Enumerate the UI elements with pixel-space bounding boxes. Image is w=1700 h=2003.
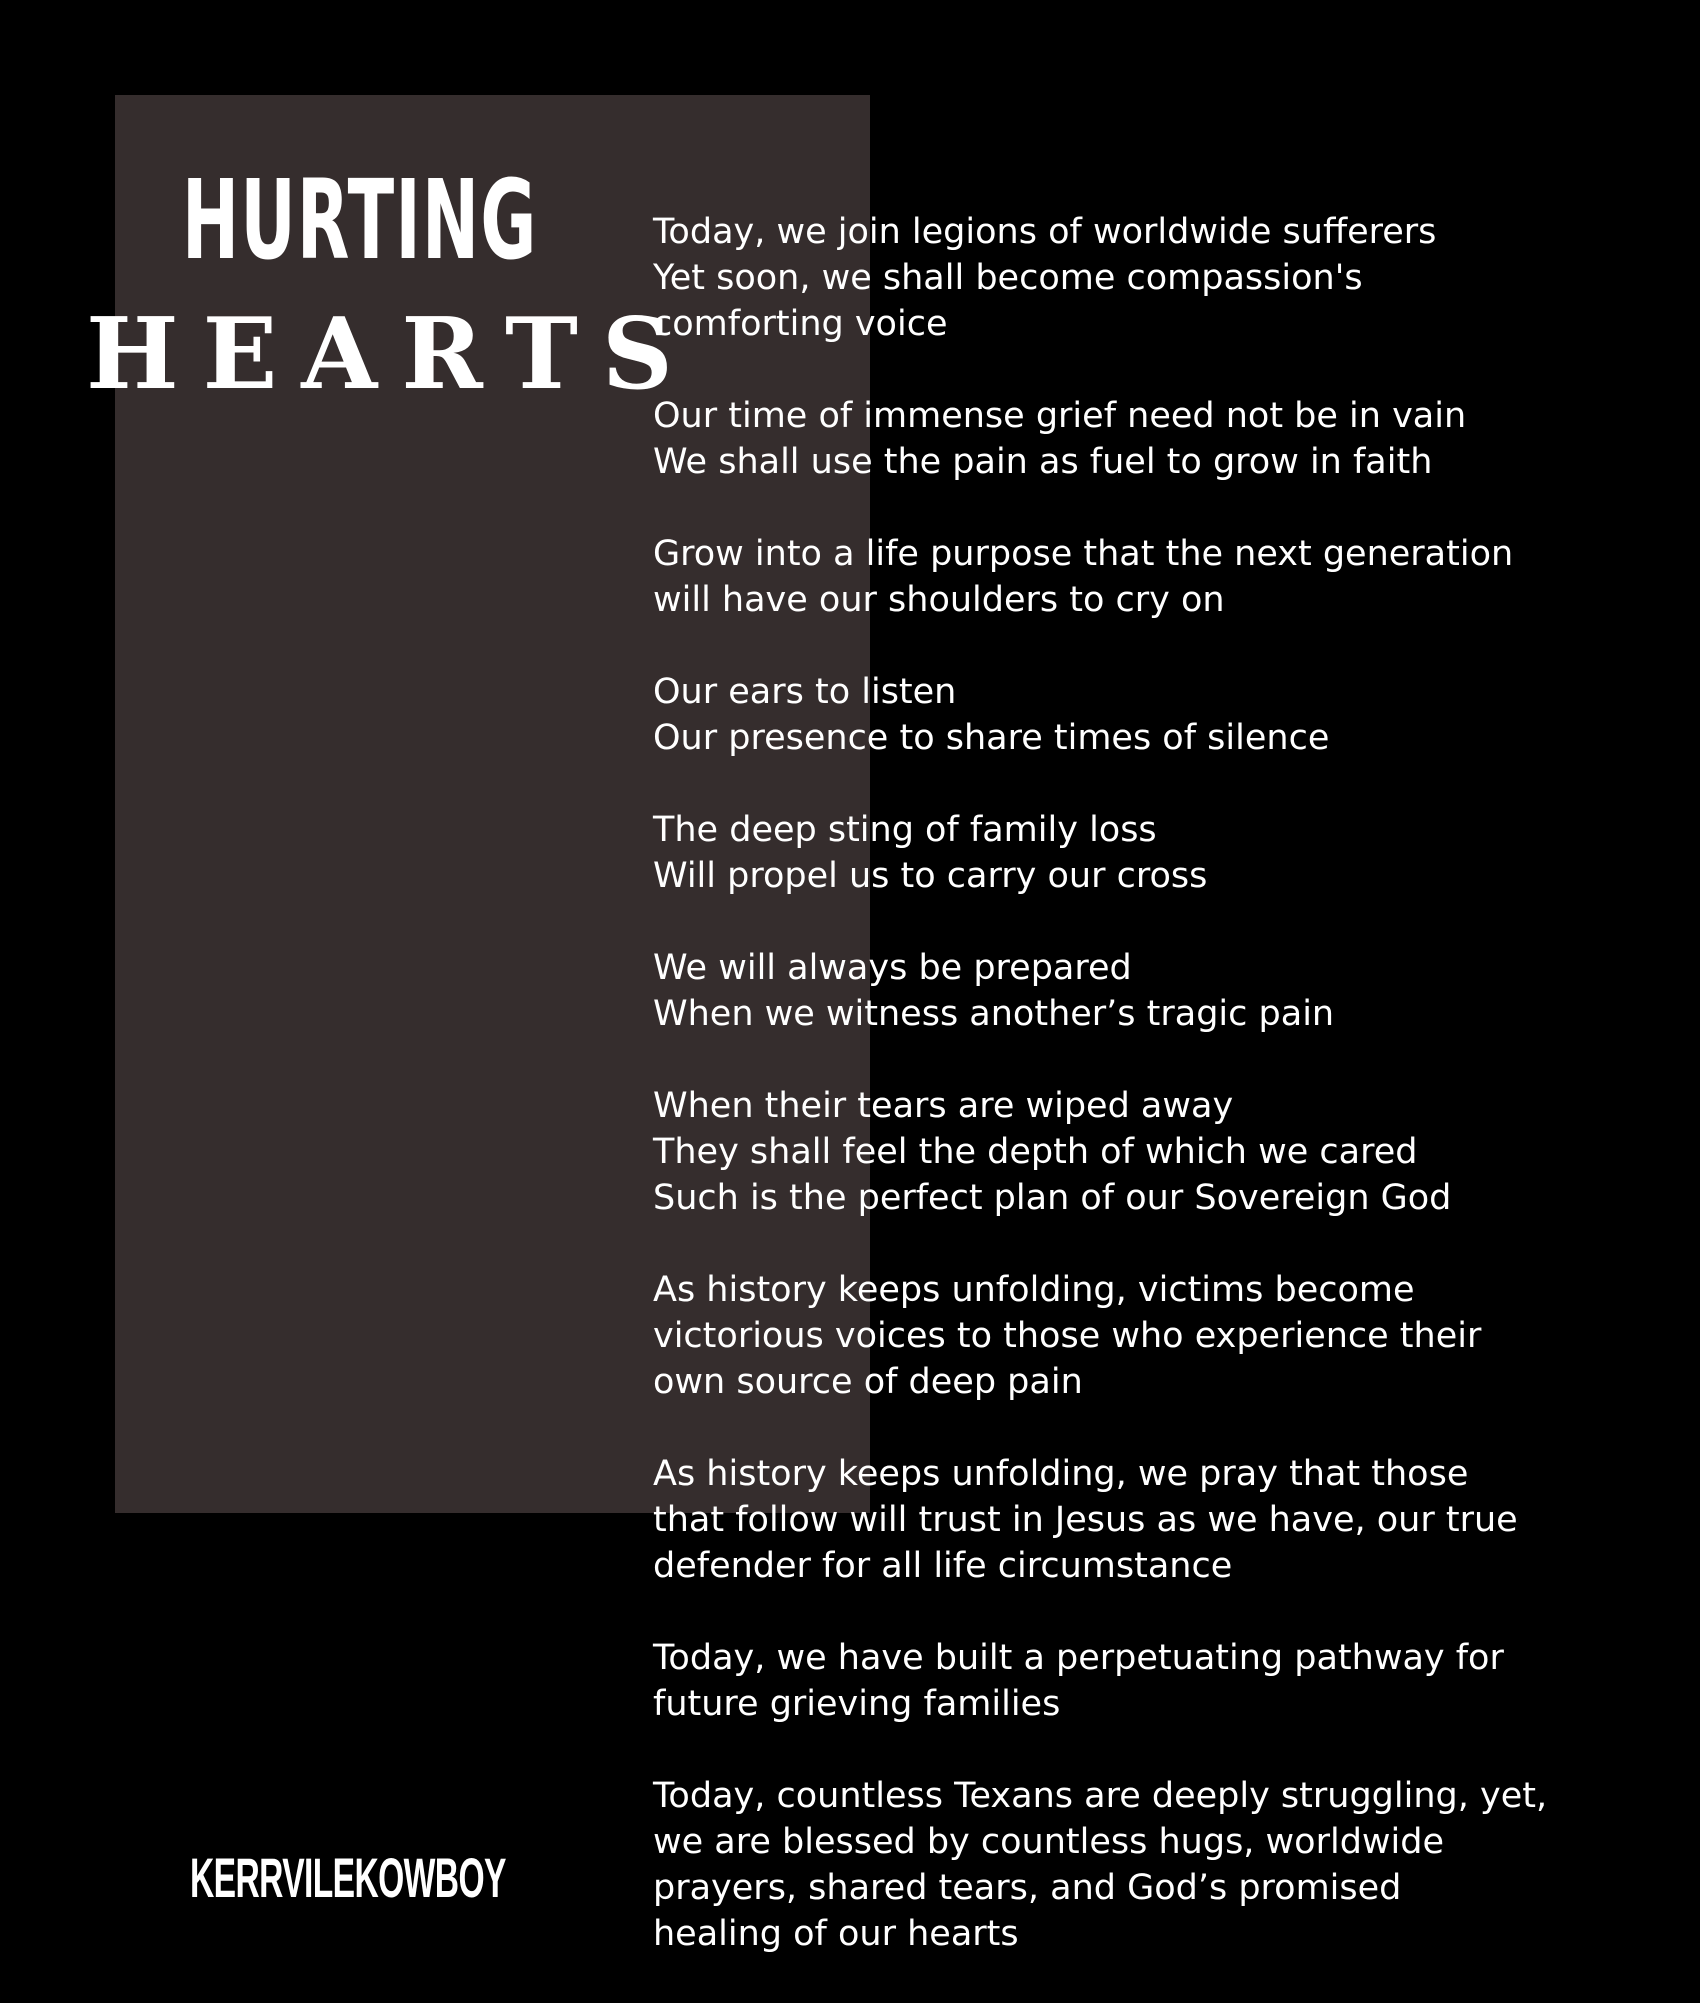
poem-line: Grow into a life purpose that the next generation	[653, 534, 1514, 574]
poem-line: healing of our hearts	[653, 1914, 1019, 1954]
poem-line: future grieving families	[653, 1684, 1061, 1724]
poem-line: The deep sting of family loss	[653, 810, 1157, 850]
stanza-1	[653, 209, 1653, 347]
stanza-2	[653, 393, 1653, 485]
stanza-5	[653, 807, 1653, 899]
stanza-10	[653, 1635, 1653, 1727]
poem-line: Today, we have built a perpetuating pathway for	[653, 1638, 1504, 1678]
poem-line: Yet soon, we shall become compassion's	[653, 258, 1363, 298]
poem-line: As history keeps unfolding, we pray that those	[653, 1454, 1469, 1494]
poem-line: Such is the perfect plan of our Sovereign God	[653, 1178, 1452, 1218]
stanza-3	[653, 531, 1653, 623]
poem-line: As history keeps unfolding, victims become	[653, 1270, 1415, 1310]
poem-line: Today, countless Texans are deeply struggling, yet,	[653, 1776, 1548, 1816]
poem-line: When their tears are wiped away	[653, 1086, 1234, 1126]
poem-line: They shall feel the depth of which we cared	[653, 1132, 1418, 1172]
poem-line: Our time of immense grief need not be in vain	[653, 396, 1467, 436]
title-hurting: HURTING	[182, 156, 538, 284]
poem-line: Our ears to listen	[653, 672, 957, 712]
poem-line: We will always be prepared	[653, 948, 1132, 988]
stanza-9	[653, 1451, 1653, 1589]
poem-line: that follow will trust in Jesus as we have, our true	[653, 1500, 1518, 1540]
stanza-7	[653, 1083, 1653, 1221]
stanza-6	[653, 945, 1653, 1037]
poem-body	[653, 209, 1653, 2003]
poem-line: defender for all life circumstance	[653, 1546, 1233, 1586]
author-signature: KERRVILEKOWBOY	[190, 1846, 506, 1909]
poem-line: Our presence to share times of silence	[653, 718, 1330, 758]
stanza-4	[653, 669, 1653, 761]
poem-line: When we witness another’s tragic pain	[653, 994, 1335, 1034]
poem-line: comforting voice	[653, 304, 948, 344]
poem-line: Will propel us to carry our cross	[653, 856, 1208, 896]
stanza-8	[653, 1267, 1653, 1405]
poem-line: Today, we join legions of worldwide sufferers	[653, 212, 1437, 252]
poem-line: prayers, shared tears, and God’s promised	[653, 1868, 1402, 1908]
poem-line: victorious voices to those who experience their	[653, 1316, 1482, 1356]
title-hearts: HEARTS	[86, 297, 697, 412]
poem-line: will have our shoulders to cry on	[653, 580, 1225, 620]
poem-line: own source of deep pain	[653, 1362, 1083, 1402]
stanza-11	[653, 1773, 1653, 1957]
poem-line: we are blessed by countless hugs, worldwide	[653, 1822, 1445, 1862]
poem-line: We shall use the pain as fuel to grow in faith	[653, 442, 1433, 482]
